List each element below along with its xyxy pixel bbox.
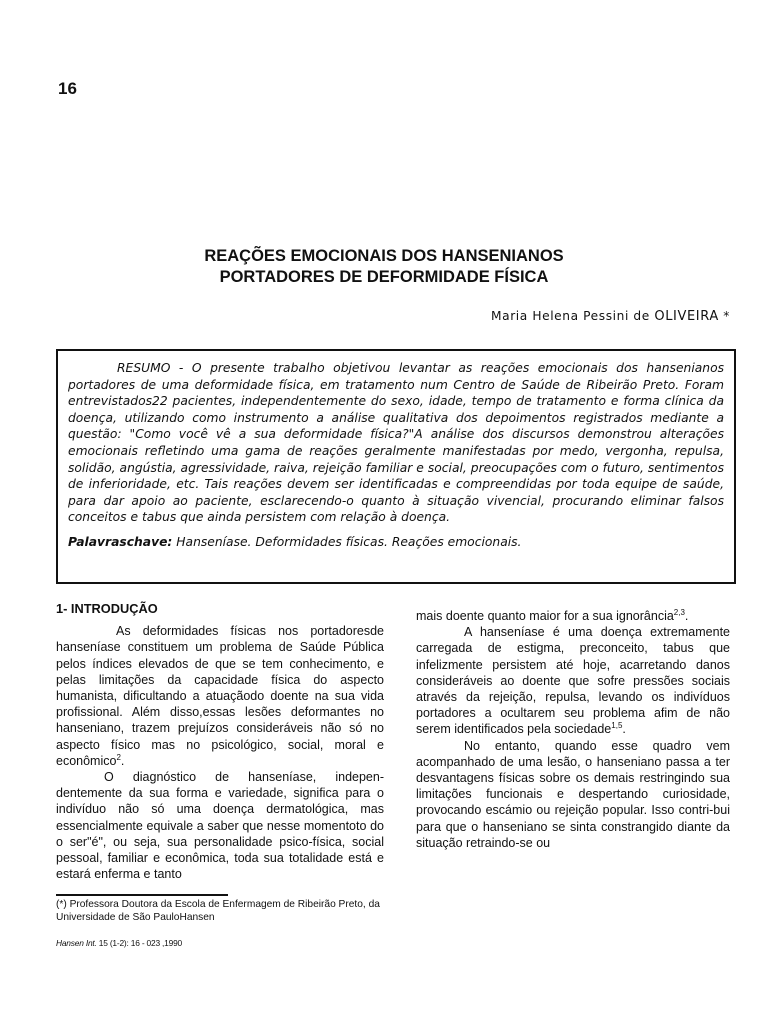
abstract-text: RESUMO - O presente trabalho objetivou levantar as reações emocionais dos hansenianos portadores de uma deformidade física, em tratamento num Centro de Saúde de Ribeirão Preto. Foram entrevistados22 pacientes, independentemente do sexo, idade, tempo de tratamento e forma clínica da doença, utilizando como instrumento a análise qualitativa dos depoimentos registrados mediante a questão: "Como você vê a sua deformidade física?"A análise dos discursos demonstrou alterações emocionais refletindo uma gama de reações geralmente manifestadas por medo, vergonha, repulsa, solidão, angústia, agressividade, raiva, rejeição familiar e social, preocupações com o futuro, sentimentos de inferioridade, etc. Tais reações devem ser identificadas e compreendidas por toda equipe de saúde, para dar apoio ao paciente, esclarecendo-o quanto à situação vivencial, procurando eliminar falsos conceitos e tabus que ainda persistem com relação à doença. xyxy=(68,361,724,525)
right-column xyxy=(416,608,730,851)
keywords-line xyxy=(68,534,724,551)
paragraph-end: . xyxy=(120,753,125,768)
reference-superscript: 2 xyxy=(116,752,121,762)
journal-name: Hansen xyxy=(56,938,84,948)
paragraph: O diagnóstico de hanseníase, indepen-dentemente da sua forma e variedade, significa para o indivíduo não só uma doença dermatológica, mas essencialmente equivale a saber que nesse momentoto do o ser"é", ou seja, sua personalidade psico-física, social pessoal, familiar e econômica, toda sua totalidade está e estará enferma e tanto xyxy=(56,770,384,882)
paragraph xyxy=(416,624,730,737)
reference-superscript: 1,5 xyxy=(611,721,623,731)
article-title xyxy=(0,246,768,288)
paragraph: No entanto, quando esse quadro vem acompanhado de uma lesão, o hanseniano passa a ter desvantagens físicas sobre os demais restringindo sua limitações funcionais e despertando curiosidade, provocando escámio ou rejeição popular. Isso contri-bui para que o hanseniano se sinta constrangido diante da situação retraindo-se ou xyxy=(416,738,730,850)
author-surname: OLIVEIRA xyxy=(654,309,719,324)
paragraph-text: As deformidades físicas nos portadoresde hanseníase constituem um problema de Saúde Pública pelos índices elevados de que se tem conhecimento, e pelas limitações da capacidade física do aspecto humanista, dificultando a atuaçãodo doente na sua vida profissional. Além disso,essas lesões deformantes no hanseniano, trazem prejuízos consideráveis não só no aspecto físico mas no psicológico, social, moral e econômico xyxy=(56,624,384,768)
reference-superscript: 2,3 xyxy=(673,607,685,617)
author-given-name: Maria Helena Pessini de xyxy=(491,309,650,323)
author-line xyxy=(491,309,730,324)
paragraph-text: mais doente quanto maior for a sua ignorância xyxy=(416,609,674,623)
left-column xyxy=(56,601,384,882)
paragraph xyxy=(416,608,730,624)
page-number: 16 xyxy=(58,79,77,98)
title-line-1: REAÇÕES EMOCIONAIS DOS HANSENIANOS xyxy=(204,247,564,265)
author-footnote-mark: * xyxy=(723,309,730,323)
keywords-label: Palavraschave: xyxy=(68,534,173,549)
paragraph-end: . xyxy=(622,722,626,737)
journal-citation xyxy=(56,938,182,948)
keywords-list: Hanseníase. Deformidades físicas. Reações emocionais. xyxy=(176,534,522,549)
paragraph-text: A hanseníase é uma doença extremamente carregada de estigma, preconceito, tabus que infelizmente persistem até hoje, acarretando danos consideráveis ao doente que sofre pressões sociais através da rejeição, repulsa, levando os indivíduos portadores a ocultarem seu problema afim de não serem identificados pela sociedade xyxy=(416,625,730,737)
paragraph xyxy=(56,623,384,769)
title-line-2: PORTADORES DE DEFORMIDADE FÍSICA xyxy=(219,268,549,286)
footnote: (*) Professora Doutora da Escola de Enfermagem de Ribeirão Preto, da Universidade de São PauloHansen xyxy=(56,899,380,923)
section-heading-introduction: 1- INTRODUÇÃO xyxy=(56,601,158,616)
journal-abbr: Int. xyxy=(85,938,97,948)
abstract-box xyxy=(56,349,736,584)
paragraph-end: . xyxy=(684,609,689,623)
footnote-divider xyxy=(56,894,228,896)
journal-details: 15 (1-2): 16 - 023 ,1990 xyxy=(98,938,182,948)
